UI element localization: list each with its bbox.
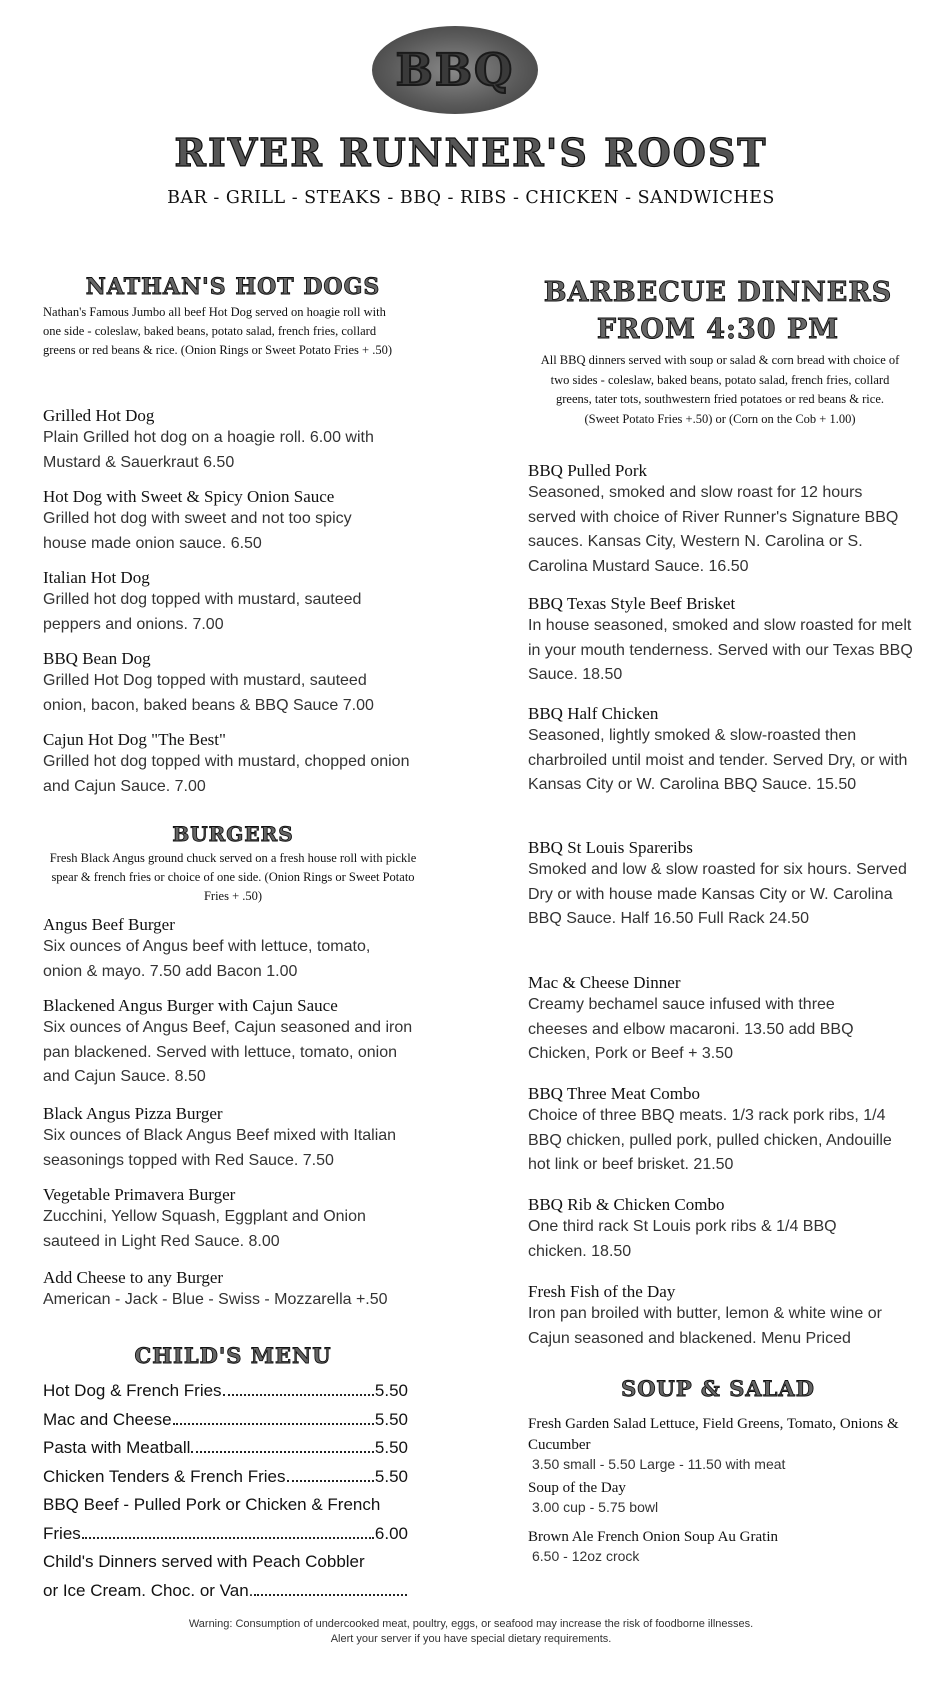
menu-item [528,461,913,594]
item-desc: One third rack St Louis pork ribs & 1/4 BBQ chicken. 18.50 [528,1218,837,1260]
menu-item [528,704,913,838]
menu-item [43,996,423,1104]
item-desc: In house seasoned, smoked and slow roasted for melt in your mouth tenderness. Served with our Texas BBQ Sauce. 18.50 [528,617,913,683]
item-desc: Smoked and low & slow roasted for six hours. Served Dry or with house made Kansas City or W. Carolina BBQ Sauce. Half 16.50 Full Rack 24.50 [528,861,907,927]
kid-item-label: BBQ Beef - Pulled Pork or Chicken & French [43,1495,381,1514]
kid-item-label: Mac and Cheese [43,1409,172,1429]
soup-salad-heading: SOUP & SALAD [621,1376,815,1401]
item-desc: Choice of three BBQ meats. 1/3 rack pork ribs, 1/4 BBQ chicken, pulled pork, pulled chicken, Andouille hot link or beef brisket. 21.50 [528,1107,892,1173]
item-desc: Grilled hot dog with sweet and not too spicy house made onion sauce. 6.50 [43,510,352,552]
dot-leader [287,1480,374,1482]
childs-heading: CHILD'S MENU [134,1343,332,1368]
menu-item [528,973,913,1084]
item-name: Grilled Hot Dog [43,406,155,425]
burgers-heading: BURGERS [172,822,294,846]
dot-leader [82,1537,374,1539]
list-item [43,1438,408,1467]
menu-item [43,915,423,996]
childs-list [43,1381,408,1609]
item-name: Mac & Cheese Dinner [528,973,681,992]
menu-item [43,1268,423,1324]
menu-item [528,594,913,704]
kid-item-price: 6.00 [374,1523,408,1543]
hotdogs-intro: Nathan's Famous Jumbo all beef Hot Dog served on hoagie roll with one side - coleslaw, baked beans, potato salad, french fries, collard greens or red beans & rice. (Onion Rings or Sweet Potato Fries + .50) [43,305,392,357]
bbq-logo [372,26,538,114]
item-name: BBQ Texas Style Beef Brisket [528,594,736,613]
item-name: Black Angus Pizza Burger [43,1104,223,1123]
item-price: 6.50 - 12oz crock [532,1548,640,1564]
kid-item-label: Pasta with Meatball [43,1438,191,1457]
list-item [43,1467,408,1496]
menu-item [528,1414,903,1478]
dot-leader [191,1451,374,1453]
restaurant-tagline: BAR - GRILL - STEAKS - BBQ - RIBS - CHICKEN - SANDWICHES [167,188,775,208]
menu-item [528,1282,913,1362]
kid-item-price: 5.50 [374,1466,408,1486]
hotdogs-list [43,406,423,811]
list-item [43,1524,408,1553]
menu-item [43,1104,423,1185]
bbq-heading [528,274,908,348]
list-item [43,1552,408,1581]
restaurant-title: RIVER RUNNER'S ROOST [174,130,768,175]
menu-item [528,1084,913,1195]
item-name: Brown Ale French Onion Soup Au Gratin [528,1529,778,1545]
item-name: BBQ Pulled Pork [528,461,648,480]
item-name: Cajun Hot Dog "The Best" [43,730,226,749]
menu-item [528,1195,913,1282]
menu-item [43,487,423,568]
item-desc: Six ounces of Angus Beef, Cajun seasoned and iron pan blackened. Served with lettuce, tomato, onion and Cajun Sauce. 8.50 [43,1019,413,1085]
list-item [43,1581,408,1610]
bbq-heading-line2: FROM 4:30 PM [596,314,840,345]
item-name: Fresh Fish of the Day [528,1282,676,1301]
burgers-intro: Fresh Black Angus ground chuck served on a fresh house roll with pickle spear & french fries or choice of one side. (Onion Rings or Sweet Potato Fries + .50) [49,851,417,903]
item-name: Blackened Angus Burger with Cajun Sauce [43,996,338,1015]
item-price: 3.00 cup - 5.75 bowl [532,1499,659,1515]
item-name: Vegetable Primavera Burger [43,1185,236,1204]
menu-item [43,730,423,811]
item-name: Soup of the Day [528,1480,626,1496]
item-name: BBQ Bean Dog [43,649,151,668]
item-name: Add Cheese to any Burger [43,1268,224,1287]
item-name: BBQ St Louis Spareribs [528,838,693,857]
list-item [43,1495,408,1524]
bbq-list [528,461,913,1362]
list-item [43,1410,408,1439]
hotdogs-heading: NATHAN'S HOT DOGS [85,274,381,300]
bbq-intro-text: All BBQ dinners served with soup or salad & corn bread with choice of two sides - coleslaw, baked beans, potato salad, french fries, collard greens, tater tots, southwestern fried potatoes or red beans & rice. [540,353,900,406]
menu-item [528,1478,903,1527]
item-desc: Grilled hot dog topped with mustard, chopped onion and Cajun Sauce. 7.00 [43,753,410,795]
item-price: 3.50 small - 5.50 Large - 11.50 with meat [532,1456,786,1472]
item-name: Angus Beef Burger [43,915,175,934]
menu-item [43,568,423,649]
logo-text: BBQ [395,44,515,96]
bbq-intro [535,351,905,429]
item-desc: Seasoned, lightly smoked & slow-roasted then charbroiled until moist and tender. Served Dry, or with Kansas City or W. Carolina BBQ Sauce. 15.50 [528,727,908,793]
warning-line-1: Warning: Consumption of undercooked meat, poultry, eggs, or seafood may increase the risk of foodborne illnesses. [188,1618,754,1630]
item-desc: Zucchini, Yellow Squash, Eggplant and Onion sauteed in Light Red Sauce. 8.00 [43,1208,366,1250]
item-desc: Grilled hot dog topped with mustard, sauteed peppers and onions. 7.00 [43,591,362,633]
bbq-intro-extra: (Sweet Potato Fries +.50) or (Corn on the Cob + 1.00) [584,411,856,426]
item-name: Italian Hot Dog [43,568,150,587]
warning-line-2: Alert your server if you have special dietary requirements. [330,1633,612,1645]
menu-item [43,406,423,487]
dot-leader [254,1594,407,1596]
item-name: BBQ Half Chicken [528,704,659,723]
bbq-heading-line1: BARBECUE DINNERS [543,277,893,308]
kid-item-price: 5.50 [374,1381,408,1400]
item-desc: Iron pan broiled with butter, lemon & white wine or Cajun seasoned and blackened. Menu Priced [528,1305,882,1347]
kid-note-label: Child's Dinners served with Peach Cobbler [43,1552,365,1571]
dot-leader [223,1394,374,1396]
item-desc: Plain Grilled hot dog on a hoagie roll. 6.00 with Mustard & Sauerkraut 6.50 [43,429,374,471]
menu-item [528,1527,903,1572]
item-desc: Six ounces of Black Angus Beef mixed with Italian seasonings topped with Red Sauce. 7.50 [43,1127,397,1169]
item-desc: American - Jack - Blue - Swiss - Mozzarella +.50 [43,1291,388,1308]
item-desc: Six ounces of Angus beef with lettuce, tomato, onion & mayo. 7.50 add Bacon 1.00 [43,938,371,980]
item-desc: Creamy bechamel sauce infused with three cheeses and elbow macaroni. 13.50 add BBQ Chicken, Pork or Beef + 3.50 [528,996,854,1062]
item-desc: Grilled Hot Dog topped with mustard, sauteed onion, bacon, baked beans & BBQ Sauce 7.00 [43,672,374,714]
menu-item [528,838,913,973]
kid-item-label: Fries [43,1523,81,1543]
kid-item-price: 5.50 [374,1409,408,1429]
soup-salad-list [528,1414,903,1572]
kid-note-label: or Ice Cream. Choc. or Van. [43,1580,254,1600]
item-desc: Seasoned, smoked and slow roast for 12 hours served with choice of River Runner's Signature BBQ sauces. Kansas City, Western N. Carolina or S. Carolina Mustard Sauce. 16.50 [528,484,899,575]
kid-item-price: 5.50 [374,1438,408,1457]
item-name: Fresh Garden Salad Lettuce, Field Greens, Tomato, Onions & Cucumber [528,1416,899,1453]
food-safety-warning [0,1617,942,1647]
list-item [43,1381,408,1410]
item-name: Hot Dog with Sweet & Spicy Onion Sauce [43,487,335,506]
dot-leader [173,1423,374,1425]
menu-item [43,649,423,730]
item-name: BBQ Rib & Chicken Combo [528,1195,725,1214]
kid-item-label: Hot Dog & French Fries [43,1381,222,1400]
item-name: BBQ Three Meat Combo [528,1084,701,1103]
menu-item [43,1185,423,1268]
kid-item-label: Chicken Tenders & French Fries [43,1466,286,1486]
burgers-list [43,915,423,1324]
